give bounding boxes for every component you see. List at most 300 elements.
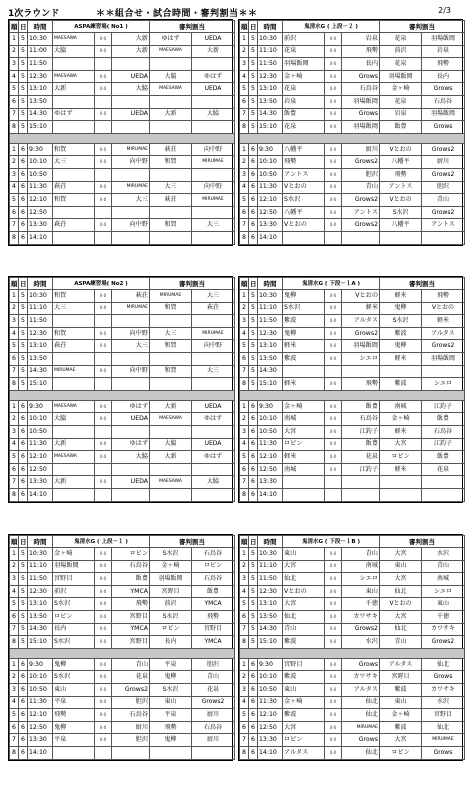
match-order: 1 (10, 290, 19, 303)
match-score (95, 133, 112, 143)
match-score: 0-0 (325, 721, 342, 734)
team-home (53, 488, 95, 501)
match-order: 1 (240, 290, 249, 303)
referee-1: 八幡平 (380, 156, 422, 169)
match-score: 0-0 (325, 623, 342, 636)
team-home: 金ヶ崎 (283, 70, 325, 83)
team-home: 大脇 (53, 45, 95, 58)
match-day (19, 648, 28, 658)
table-row (240, 108, 465, 121)
match-time: 11:30 (258, 181, 283, 194)
match-day: 5 (19, 548, 28, 561)
table-row (10, 156, 235, 169)
referee-2: Grows2 (422, 636, 465, 649)
header-referee: 審判割当 (150, 536, 235, 548)
team-away (112, 425, 150, 438)
match-day: 5 (249, 560, 258, 573)
match-score: 0-0 (95, 70, 112, 83)
match-score: 0-0 (325, 168, 342, 181)
header-referee: 審判割当 (380, 536, 465, 548)
referee-1: MAESAWA (150, 45, 192, 58)
match-day: 6 (249, 231, 258, 244)
table-row (10, 425, 235, 438)
table-row (10, 476, 235, 489)
match-day: 5 (19, 623, 28, 636)
team-home: 鬼柳 (283, 290, 325, 303)
team-home: 大三 (53, 156, 95, 169)
team-home: 宮野目 (283, 658, 325, 671)
match-day: 6 (19, 671, 28, 684)
match-time: 14:30 (28, 623, 53, 636)
match-order: 3 (240, 315, 249, 328)
match-order: 7 (240, 365, 249, 378)
referee-1: 大宮 (380, 610, 422, 623)
match-score: 0-0 (325, 400, 342, 413)
match-time: 15:10 (258, 378, 283, 391)
referee-2: カワサキ (422, 623, 465, 636)
referee-2: Grows2 (422, 168, 465, 181)
match-time: 15:10 (258, 121, 283, 134)
referee-2: 大新 (192, 45, 235, 58)
match-day: 6 (19, 194, 28, 207)
team-away: 厨川 (342, 143, 380, 156)
referee-1: ゆはず (150, 33, 192, 46)
table-row (240, 45, 465, 58)
match-time: 11:10 (258, 560, 283, 573)
match-day: 6 (249, 181, 258, 194)
team-away: Grows (342, 108, 380, 121)
match-order: 5 (10, 598, 19, 611)
match-day: 5 (249, 365, 258, 378)
match-day: 5 (249, 573, 258, 586)
team-home (283, 488, 325, 501)
team-away: 飛勢 (342, 378, 380, 391)
team-away: 向中野 (112, 219, 150, 232)
team-away (342, 231, 380, 244)
match-time: 14:30 (258, 623, 283, 636)
table-row (240, 340, 465, 353)
match-score: 0-0 (95, 683, 112, 696)
match-order: 4 (240, 70, 249, 83)
match-score (95, 463, 112, 476)
referee-2: シエロ (422, 378, 465, 391)
team-home: 大新 (53, 476, 95, 489)
table-row (240, 378, 465, 391)
match-time: 12:50 (28, 463, 53, 476)
referee-1: S水沢 (150, 683, 192, 696)
match-day: 5 (249, 302, 258, 315)
team-away: UEDA (112, 108, 150, 121)
team-home: 東山 (283, 683, 325, 696)
referee-1: 和賀 (150, 219, 192, 232)
match-day: 6 (249, 451, 258, 464)
table-row (10, 365, 235, 378)
referee-1 (150, 390, 192, 400)
team-away (112, 121, 150, 134)
match-order: 4 (240, 696, 249, 709)
team-away: 大三 (112, 340, 150, 353)
match-time (28, 390, 53, 400)
referee-2: 厨川 (192, 709, 235, 722)
schedule-block (238, 19, 463, 246)
table-row (10, 378, 235, 391)
team-away: Grows2 (342, 156, 380, 169)
referee-1 (150, 231, 192, 244)
match-order: 8 (240, 746, 249, 759)
table-row (10, 108, 235, 121)
table-row (240, 181, 465, 194)
match-day: 6 (19, 425, 28, 438)
schedule-block (238, 534, 463, 761)
table-row (240, 33, 465, 46)
team-home: 和賀 (53, 143, 95, 156)
match-score (95, 378, 112, 391)
team-away: 東山 (342, 585, 380, 598)
referee-2: YMCA (192, 636, 235, 649)
team-home: 大新 (53, 83, 95, 96)
team-home: Vとおの (283, 585, 325, 598)
match-time: 13:30 (258, 734, 283, 747)
team-away: Grows (342, 734, 380, 747)
match-day: 5 (19, 340, 28, 353)
header-time: 時間 (28, 21, 53, 33)
match-time: 10:50 (258, 168, 283, 181)
team-home: 宮野目 (53, 573, 95, 586)
referee-1: 青山 (380, 636, 422, 649)
referee-2 (192, 648, 235, 658)
team-home (53, 315, 95, 328)
referee-1: 八幡平 (380, 219, 422, 232)
match-day: 5 (19, 598, 28, 611)
match-time: 12:30 (258, 585, 283, 598)
table-row (10, 302, 235, 315)
table-row (10, 560, 235, 573)
match-score: 0-0 (325, 33, 342, 46)
match-order: 3 (10, 573, 19, 586)
table-row (240, 70, 465, 83)
match-day: 5 (19, 352, 28, 365)
referee-2 (422, 390, 465, 400)
referee-1: 岩泉 (380, 108, 422, 121)
referee-1 (150, 168, 192, 181)
referee-2 (192, 231, 235, 244)
referee-1: 平泉 (150, 658, 192, 671)
match-time: 11:00 (28, 45, 53, 58)
header-day: 日 (250, 537, 257, 546)
team-away: YMCA (112, 623, 150, 636)
match-time: 10:30 (258, 290, 283, 303)
match-score: 0-0 (95, 194, 112, 207)
match-day (249, 133, 258, 143)
referee-2: 飯豊 (422, 413, 465, 426)
match-order (10, 648, 19, 658)
match-time: 9:30 (258, 143, 283, 156)
referee-1: 紫波 (380, 327, 422, 340)
match-score: 0-0 (325, 463, 342, 476)
match-order: 5 (240, 709, 249, 722)
team-away (112, 95, 150, 108)
match-score: 0-0 (325, 585, 342, 598)
match-day: 5 (19, 327, 28, 340)
header-time: 時間 (258, 536, 283, 548)
team-home: アントス (283, 168, 325, 181)
team-home: MAESAWA (53, 400, 95, 413)
match-day: 5 (249, 290, 258, 303)
team-away: 石鳥谷 (112, 560, 150, 573)
match-score: 0-0 (95, 143, 112, 156)
team-home: ロビン (283, 734, 325, 747)
match-time: 14:30 (28, 365, 53, 378)
match-order: 1 (10, 658, 19, 671)
team-away: 石鳥谷 (112, 709, 150, 722)
match-score: 0-0 (95, 734, 112, 747)
team-away: シエロ (342, 573, 380, 586)
match-day: 5 (249, 352, 258, 365)
match-order: 7 (10, 365, 19, 378)
referee-2: MIRUMAE (192, 194, 235, 207)
referee-2: ロビン (192, 560, 235, 573)
referee-2: Vとおの (422, 302, 465, 315)
table-row (10, 463, 235, 476)
table-row (240, 734, 465, 747)
match-day: 6 (19, 219, 28, 232)
match-order: 2 (10, 45, 19, 58)
team-away: 石鳥谷 (342, 83, 380, 96)
match-order: 4 (10, 327, 19, 340)
match-score: 0-0 (95, 671, 112, 684)
table-row (240, 206, 465, 219)
table-row (240, 194, 465, 207)
team-away (342, 648, 380, 658)
referee-2: 胆沢 (422, 181, 465, 194)
match-score (95, 425, 112, 438)
table-header-row (10, 536, 235, 548)
referee-1: Vとおの (380, 194, 422, 207)
team-home: 飛勢 (53, 709, 95, 722)
match-score: 0-0 (325, 734, 342, 747)
referee-2: UEDA (192, 400, 235, 413)
match-time: 15:10 (28, 121, 53, 134)
team-away: 軽米 (342, 302, 380, 315)
header-referee: 審判割当 (150, 21, 235, 33)
team-home: 和賀 (53, 327, 95, 340)
team-home: 紫波 (283, 709, 325, 722)
match-order: 8 (10, 636, 19, 649)
match-order: 5 (240, 598, 249, 611)
referee-1: Vとおの (380, 143, 422, 156)
referee-2: 石鳥谷 (422, 95, 465, 108)
match-time: 13:30 (258, 476, 283, 489)
table-row (240, 168, 465, 181)
table-row (240, 156, 465, 169)
table-row (240, 696, 465, 709)
referee-1: 金ヶ崎 (380, 709, 422, 722)
team-home: 花泉 (283, 83, 325, 96)
match-order: 8 (240, 488, 249, 501)
referee-1: 大新 (150, 400, 192, 413)
referee-2: 青山 (192, 671, 235, 684)
separator-row (10, 390, 235, 400)
team-away: 胆沢 (342, 168, 380, 181)
match-order: 5 (240, 340, 249, 353)
team-home: 大宮 (283, 598, 325, 611)
match-order: 8 (240, 378, 249, 391)
referee-2: Grows (422, 121, 465, 134)
match-time: 14:10 (28, 488, 53, 501)
match-order: 8 (10, 488, 19, 501)
match-score: 0-0 (325, 352, 342, 365)
table-row (10, 658, 235, 671)
match-day: 6 (19, 143, 28, 156)
match-time: 11:10 (258, 302, 283, 315)
team-away: 石鳥谷 (342, 413, 380, 426)
referee-1 (380, 476, 422, 489)
referee-2: 石鳥谷 (192, 573, 235, 586)
match-score: 0-0 (95, 45, 112, 58)
team-home (53, 168, 95, 181)
table-row (240, 143, 465, 156)
referee-1: ロビン (380, 451, 422, 464)
match-score: 0-0 (325, 156, 342, 169)
table-row (240, 231, 465, 244)
referee-1: 大新 (150, 108, 192, 121)
table-row (10, 340, 235, 353)
referee-1: S水沢 (380, 206, 422, 219)
team-home: 青山 (283, 623, 325, 636)
match-order: 1 (10, 400, 19, 413)
referee-2: UEDA (192, 83, 235, 96)
referee-1: 和賀 (150, 302, 192, 315)
match-order (240, 133, 249, 143)
match-day: 5 (19, 70, 28, 83)
match-order: 6 (10, 721, 19, 734)
referee-2: 南城 (422, 573, 465, 586)
team-home: 東山 (283, 548, 325, 561)
referee-1: 軽米 (380, 425, 422, 438)
match-day: 5 (19, 573, 28, 586)
team-away: Grows (342, 70, 380, 83)
match-order: 5 (10, 83, 19, 96)
match-time: 11:50 (258, 315, 283, 328)
match-time: 14:10 (28, 746, 53, 759)
match-time: 10:10 (28, 156, 53, 169)
team-away: 飯豊 (112, 573, 150, 586)
match-time: 10:30 (28, 290, 53, 303)
match-score: 0-0 (95, 636, 112, 649)
match-time: 14:30 (258, 365, 283, 378)
table-row (10, 33, 235, 46)
team-away (342, 390, 380, 400)
header-order: 順 (241, 279, 248, 288)
referee-1: S水沢 (380, 315, 422, 328)
referee-1: 金ヶ崎 (380, 83, 422, 96)
header-referee: 審判割当 (150, 278, 235, 290)
team-away: 羽場飯岡 (342, 95, 380, 108)
match-score: 0-0 (325, 206, 342, 219)
referee-1 (150, 58, 192, 71)
match-day: 5 (249, 598, 258, 611)
referee-1 (380, 365, 422, 378)
referee-1 (380, 390, 422, 400)
referee-1: 鬼柳 (380, 302, 422, 315)
match-order: 7 (240, 734, 249, 747)
match-time: 9:30 (258, 400, 283, 413)
match-day: 6 (19, 168, 28, 181)
table-row (240, 636, 465, 649)
schedule-table (9, 535, 235, 760)
match-order: 2 (10, 413, 19, 426)
match-day: 6 (19, 721, 28, 734)
match-day: 5 (249, 378, 258, 391)
match-time: 10:30 (28, 33, 53, 46)
match-order: 7 (10, 219, 19, 232)
referee-1: 紫波 (380, 721, 422, 734)
referee-2: ゆはず (192, 451, 235, 464)
team-home: 鬼柳 (283, 327, 325, 340)
table-row (240, 610, 465, 623)
table-row (10, 206, 235, 219)
referee-2: 厨川 (422, 156, 465, 169)
table-row (240, 219, 465, 232)
team-away: 宮野目 (112, 636, 150, 649)
header-referee: 審判割当 (380, 278, 465, 290)
team-home: MAESAWA (53, 451, 95, 464)
table-row (240, 560, 465, 573)
match-day: 6 (19, 696, 28, 709)
match-time: 9:30 (258, 658, 283, 671)
match-time: 11:50 (28, 315, 53, 328)
match-order: 1 (240, 400, 249, 413)
team-home (53, 378, 95, 391)
referee-2 (192, 168, 235, 181)
team-home: MIRUMAE (53, 365, 95, 378)
team-home: 軽米 (283, 340, 325, 353)
separator-row (10, 648, 235, 658)
match-time: 11:50 (28, 573, 53, 586)
match-order: 5 (10, 451, 19, 464)
match-time: 14:30 (28, 108, 53, 121)
match-score (325, 488, 342, 501)
team-home: 大脇 (53, 413, 95, 426)
referee-1: MIRUMAE (150, 290, 192, 303)
table-row (240, 58, 465, 71)
team-home: 仙北 (283, 573, 325, 586)
match-score: 0-0 (95, 400, 112, 413)
match-score: 0-0 (325, 327, 342, 340)
match-score: 0-0 (325, 425, 342, 438)
referee-2 (192, 425, 235, 438)
match-score: 0-0 (325, 83, 342, 96)
match-time: 14:30 (258, 108, 283, 121)
match-day: 5 (249, 585, 258, 598)
table-row (10, 585, 235, 598)
table-row (10, 194, 235, 207)
table-row (10, 623, 235, 636)
match-score: 0-0 (95, 598, 112, 611)
team-away: アルタス (342, 315, 380, 328)
team-home: 南城 (283, 413, 325, 426)
team-away: Grows (342, 658, 380, 671)
match-order: 7 (240, 623, 249, 636)
match-score: 0-0 (325, 438, 342, 451)
referee-2: アントス (422, 219, 465, 232)
match-time: 10:50 (28, 683, 53, 696)
header-order: 順 (241, 537, 248, 546)
team-away: MIRUMAE (112, 181, 150, 194)
match-order: 3 (240, 683, 249, 696)
match-time: 12:30 (28, 327, 53, 340)
team-away: 花泉 (342, 451, 380, 464)
